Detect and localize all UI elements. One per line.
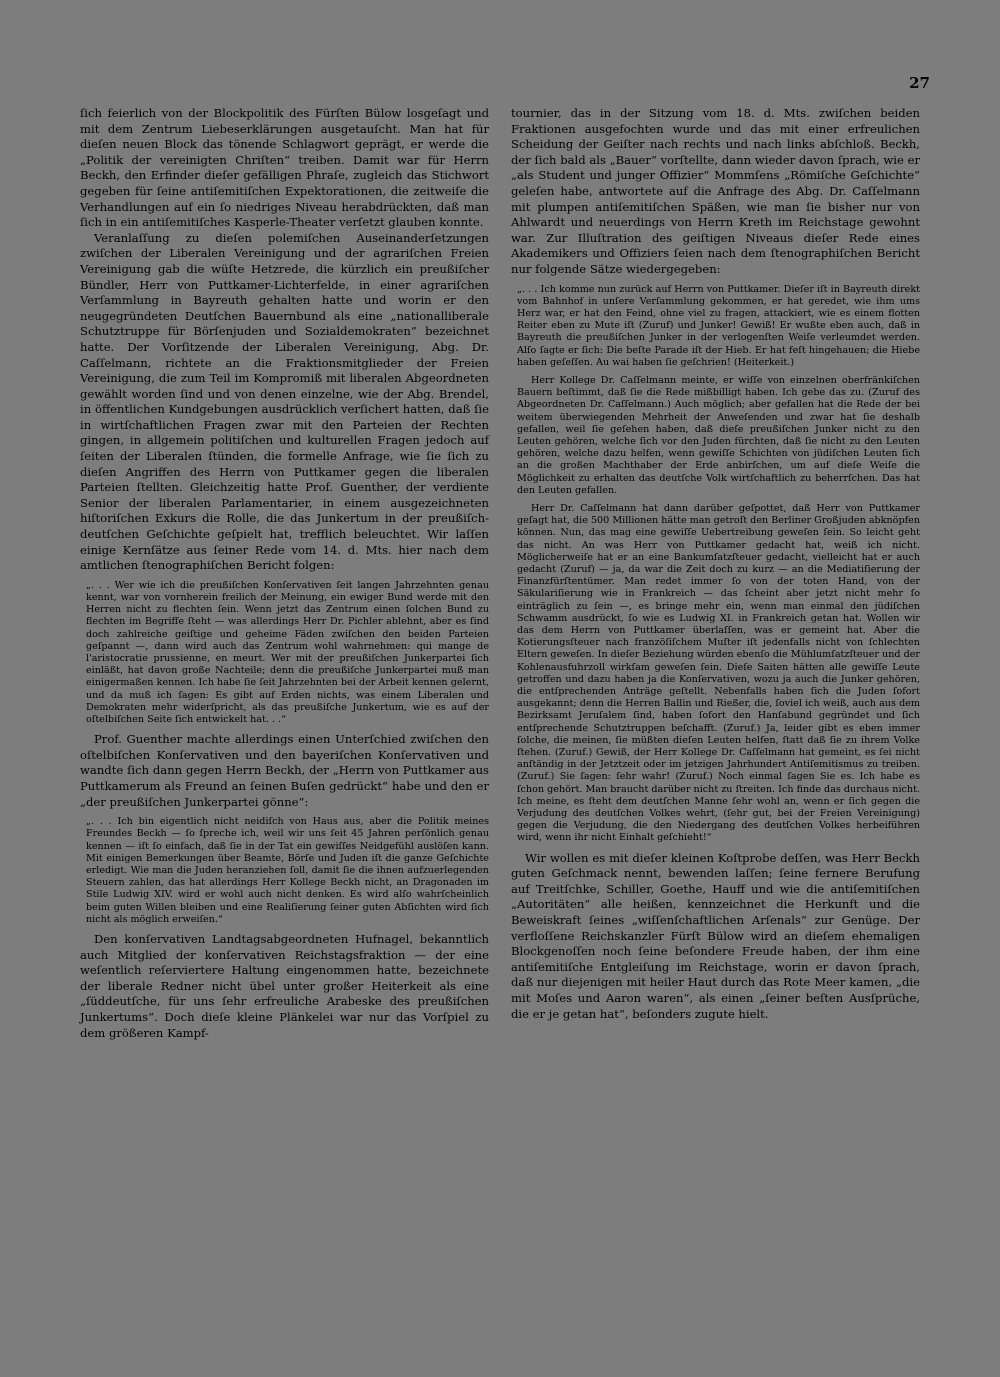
- left-paragraph-4: Den konſervativen Landtagsabgeordneten Hufnagel, bekanntlich auch Mitglied der konſervativen Reichstagsfraktion — der eine weſentlich reſerviertere Haltung eingenommen hatte, bezeichnete der liberale Redner nicht übel unter großer Heiterkeit als eine „ſüddeutſche, für uns ſehr erfreuliche Arabeske des preußiſchen Junkertums“. Doch dieſe kleine Plänkelei war nur das Vorſpiel zu dem größeren Kampf-: [80, 932, 489, 1040]
- right-quote-3: Herr Dr. Caſſelmann hat dann darüber geſpottet, daß Herr von Puttkamer geſagt hat, die 500 Millionen hätte man getroſt den Berliner Großjuden abknöpfen können. Nun, das mag eine gewiſſe Uebertreibung geweſen ſein. So leicht geht das nicht. An was Herr von Puttkamer gedacht hat, weiß ich nicht. Möglicherweiſe hat er an eine Bankumſatzſteuer gedacht, vielleicht hat er auch gedacht (Zuruf) — ja, da war die Zeit doch zu kurz — an die Mediatiſierung der Finanzfürſtentümer. Man redet immer ſo von der toten Hand, von der Säkulariſierung wie in Frankreich — das ſcheint aber jetzt nicht mehr ſo einträglich zu ſein —, es bringe mehr ein, wenn man einmal den jüdiſchen Schwamm ausdrückt, ſo wie es Ludwig XI. in Frankreich getan hat. Wollen wir das dem Herrn von Puttkamer überlaſſen, was er gemeint hat. Aber die Kotierungsſteuer nach franzöſiſchem Muſter iſt jedenfalls nicht von ſchlechten Eltern geweſen. In dieſer Beziehung würden ebenſo die Mühlumſatzſteuer und der Kohlenausfuhrzoll wirkſam geweſen ſein. Dieſe Saiten hätten alle gewiſſe Leute getroffen und dazu haben ja die Konſervativen, wozu ja auch die Junker gehören, die entſprechenden Anträge geſtellt. Nebenfalls haben ſich die Juden ſofort ausgekannt; denn die Herren Ballin und Rießer, die, ſoviel ich weiß, auch aus dem Bezirksamt Jeruſalem ſind, haben ſofort den Hanſabund gegründet und ſich entſprechende Schutztruppen beſchafft. (Zuruf.) Ja, leider gibt es eben immer ſolche, die meinen, ſie müßten dieſen Leuten helfen, ſtatt daß ſie zu ihrem Volke ſtehen. (Zuruf.) Gewiß, der Herr Kollege Dr. Caſſelmann hat gemeint, es ſei nicht anſtändig in der Jetztzeit oder im jetzigen Jahrhundert Antiſemitismus zu treiben. (Zuruf.) Sie ſagen: ſehr wahr! (Zuruf.) Noch einmal ſagen Sie es. Ich habe es ſchon gehört. Man braucht darüber nicht zu ſtreiten. Ich finde das durchaus nicht. Ich meine, es ſteht dem deutſchen Manne ſehr wohl an, wenn er ſich gegen die Verjudung des deutſchen Volkes wehrt, (ſehr gut, bei der Freien Vereinigung) gegen die Verjudung, die den Niedergang des deutſchen Volkes herbeiführen wird, wenn ihr nicht Einhalt geſchieht!“: [517, 502, 920, 844]
- right-quote-2: Herr Kollege Dr. Caſſelmann meinte, er wiſſe von einzelnen oberfränkiſchen Bauern beſtimmt, daß ſie die Rede mißbilligt haben. Ich gebe das zu. (Zuruf des Abgeordneten Dr. Caſſelmann.) Auch möglich; aber gefallen hat die Rede der bei weitem überwiegenden Mehrheit der Anweſenden und zwar hat ſie deshalb gefallen, weil ſie geſehen haben, daß dieſe preußiſchen Junker nicht zu den Leuten gehören, welche ſich vor den Juden fürchten, daß ſie nicht zu den Leuten gehören, welche dazu helfen, wenn gewiſſe Schichten von jüdiſchen Leuten ſich an die großen Machthaber der Erde anbirſchen, um auf dieſe Weiſe die Möglichkeit zu erhalten das deutſche Volk wirtſchaftlich zu beherrſchen. Das hat den Leuten gefallen.: [517, 374, 920, 496]
- left-paragraph-2: Veranlaſſung zu dieſen polemiſchen Auseinanderſetzungen zwiſchen der Liberalen Vereinigung und der agrariſchen Freien Vereinigung gab die wüſte Hetzrede, die kürzlich ein preußiſcher Bündler, Herr von Puttkamer-Lichterfelde, in einer agrariſchen Verſammlung in Bayreuth gehalten hatte und worin er den neugegründeten Deutſchen Bauernbund als eine „nationalliberale Schutztruppe für Börſenjuden und Sozialdemokraten“ bezeichnet hatte. Der Vorſitzende der Liberalen Vereinigung, Abg. Dr. Caſſelmann, richtete an die Fraktionsmitglieder der Freien Vereinigung, die zum Teil im Kompromiß mit liberalen Abgeordneten gewählt worden ſind und von denen einzelne, wie der Abg. Brendel, in öffentlichen Kundgebungen ausdrücklich verſichert hatten, daß ſie in wirtſchaftlichen Fragen zwar mit den Parteien der Rechten gingen, in allgemein politiſchen und kulturellen Fragen jedoch auf ſeiten der Liberalen ſtünden, die formelle Anfrage, wie ſie ſich zu dieſen Angriffen des Herrn von Puttkamer gegen die liberalen Parteien ſtellten. Gleichzeitig hatte Prof. Guenther, der verdiente Senior der liberalen Parlamentarier, in einem ausgezeichneten hiſtoriſchen Exkurs die Rolle, die das Junkertum in der preußiſch-deutſchen Geſchichte geſpielt hat, trefflich beleuchtet. Wir laſſen einige Kernſätze aus ſeiner Rede vom 14. d. Mts. hier nach dem amtlichen ſtenographiſchen Bericht folgen:: [80, 230, 489, 573]
- left-paragraph-1: ſich feierlich von der Blockpolitik des Fürſten Bülow losgeſagt und mit dem Zentrum Liebeserklärungen ausgetauſcht. Man hat für dieſen neuen Block das tönende Schlagwort geprägt, er werde die „Politik der vereinigten Chriſten“ treiben. Damit war für Herrn Beckh, den Erfinder dieſer gefälligen Phraſe, zugleich das Stichwort gegeben für ſeine antiſemitiſchen Expektorationen, die zeitweiſe die Verhandlungen auf ein ſo niedriges Niveau herabdrückten, daß man ſich in ein antiſemitiſches Kasperle-Theater verſetzt glauben konnte.: [80, 106, 489, 230]
- page-number: 27: [909, 74, 930, 92]
- left-paragraph-3: Prof. Guenther machte allerdings einen Unterſchied zwiſchen den oſtelbiſchen Konſervativen und den bayeriſchen Konſervativen und wandte ſich dann gegen Herrn Beckh, der „Herrn von Puttkamer aus Puttkamerum als Freund an ſeinen Buſen gedrückt“ habe und den er „der preußiſchen Junkerpartei gönne“:: [80, 732, 489, 809]
- left-quote-2: „. . . Ich bin eigentlich nicht neidiſch von Haus aus, aber die Politik meines Freundes Beckh — ſo ſpreche ich, weil wir uns ſeit 45 Jahren perſönlich genau kennen — iſt ſo einfach, daß ſie in der Tat ein gewiſſes Neidgefühl auslöſen kann. Mit einigen Bemerkungen über Beamte, Börſe und Juden iſt die ganze Geſchichte erledigt. Wie man die Juden heranziehen ſoll, damit ſie die ihnen aufzuerlegenden Steuern zahlen, das hat allerdings Herr Kollege Beckh nicht, an Dragonaden im Stile Ludwig XIV. wird er wohl auch nicht denken. Es wird alſo wahrſcheinlich beim guten Willen bleiben und eine Realiſierung ſeiner guten Abſichten wird ſich nicht als möglich erweiſen.“: [86, 816, 489, 925]
- left-column: [80, 106, 489, 1041]
- right-paragraph-1: tournier, das in der Sitzung vom 18. d. Mts. zwiſchen beiden Fraktionen ausgefochten wurde und das mit einer erfreulichen Scheidung der Geiſter nach rechts und nach links abſchloß. Beckh, der ſich bald als „Bauer“ vorſtellte, dann wieder davon ſprach, wie er „als Student und junger Offizier“ Mommſens „Römiſche Geſchichte“ geleſen habe, antwortete auf die Anfrage des Abg. Dr. Caſſelmann mit plumpen antiſemitiſchen Späßen, wie man ſie bisher nur von Ahlwardt und neuerdings von Herrn Kreth im Reichstage gewohnt war. Zur Illuſtration des geiſtigen Niveaus dieſer Rede eines Akademikers und Offiziers ſeien nach dem ſtenographiſchen Bericht nur folgende Sätze wiedergegeben:: [511, 106, 920, 276]
- left-quote-1: „. . . Wer wie ich die preußiſchen Konſervativen ſeit langen Jahrzehnten genau kennt, war von vornherein freilich der Meinung, ein ewiger Bund werde mit den Herren nicht zu flechten ſein. Wenn jetzt das Zentrum einen ſolchen Bund zu flechten im Begriffe ſteht — was allerdings Herr Dr. Pichler ablehnt, aber es ſind doch zahlreiche geiſtige und geheime Fäden zwiſchen den beiden Parteien geſpannt —, dann wird auch das Zentrum wohl wahrnehmen: qui mange de l'aristocratie prussienne, en meurt. Wer mit der preußiſchen Junkerpartei ſich einläßt, hat davon große Nachteile; denn die preußiſche Junkerpartei muß man einigermaßen kennen. Ich habe ſie ſeit Jahrzehnten bei der Arbeit kennen gelernt, und da muß ich ſagen: Es gibt auf Erden nichts, was einem Liberalen und Demokraten mehr widerſpricht, als das preußiſche Junkertum, wie es auf der oſtelbiſchen Seite ſich entwickelt hat. . .“: [86, 579, 489, 726]
- right-quote-1: „. . . Ich komme nun zurück auf Herrn von Puttkamer. Dieſer iſt in Bayreuth direkt vom Bahnhof in unſere Verſammlung gekommen, er hat geredet, wie ihm ums Herz war, er hat den Feind, ohne viel zu fragen, attackiert, wie es einem flotten Reiter eben zu Mute iſt (Zuruf) und Junker! Gewiß! Er wußte eben auch, daß in Bayreuth die preußiſchen Junker in der verlogenſten Weiſe verleumdet werden. Alſo ſagte er ſich: Die beſte Parade iſt der Hieb. Er hat feſt hingehauen; die Hiebe haben geſeſſen. Au wai haben ſie geſchrien! (Heiterkeit.): [517, 283, 920, 368]
- right-column: [511, 106, 920, 1022]
- right-paragraph-2: Wir wollen es mit dieſer kleinen Koſtprobe deſſen, was Herr Beckh guten Geſchmack nennt, bewenden laſſen; ſeine fernere Berufung auf Treitſchke, Schiller, Goethe, Hauff und wie die antiſemitiſchen „Autoritäten“ alle heißen, kennzeichnet die Herkunft und die Beweiskraft ſeines „wiſſenſchaftlichen Arſenals“ zur Genüge. Der verfloſſene Reichskanzler Fürſt Bülow wird an dieſem ehemaligen Blockgenoſſen noch ſeine beſondere Freude haben, der ihm eine antiſemitiſche Entgleiſung im Reichstage, worin er davon ſprach, daß nur diejenigen mit heiler Haut durch das Rote Meer kamen, „die mit Moſes und Aaron waren“, als einen „ſeiner beſten Ausſprüche, die er je getan hat“, beſonders zugute hielt.: [511, 850, 920, 1021]
